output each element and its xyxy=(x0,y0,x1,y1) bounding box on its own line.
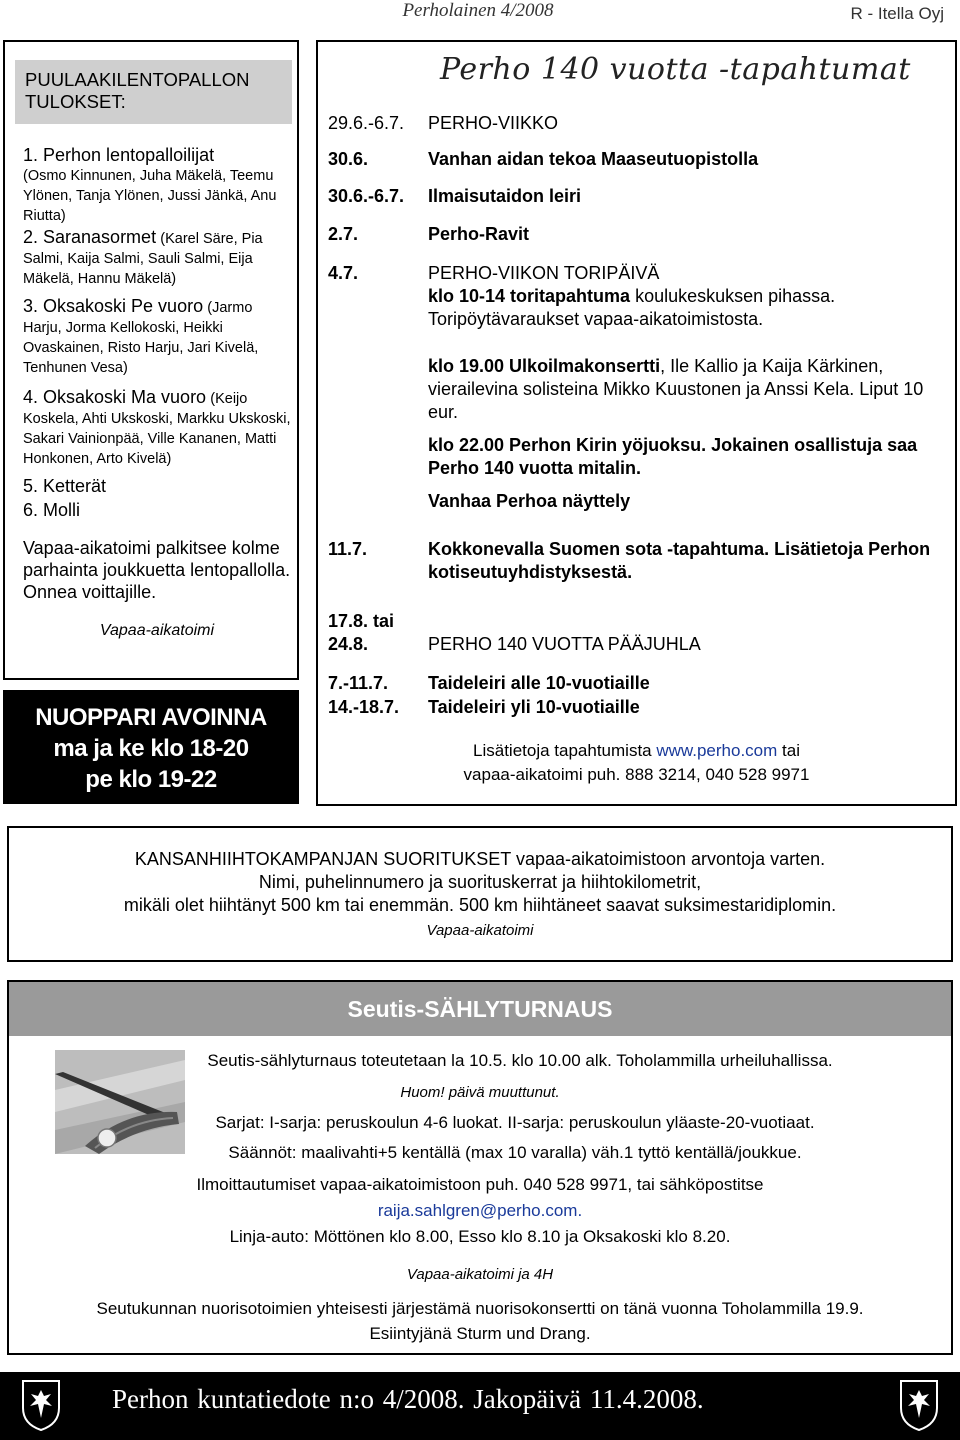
ski-line: Nimi, puhelinnumero ja suorituskerrat ja hiihtokilometrit, xyxy=(258,872,702,892)
event-text: Ilmaisutaidon leiri xyxy=(428,186,582,206)
footer-text: Perhon kuntatiedote n:o 4/2008. Jakopäivä 11.4.2008. xyxy=(112,1384,704,1414)
coat-of-arms-icon xyxy=(898,1378,940,1432)
event-date: 30.6.-6.7. xyxy=(328,186,405,206)
saly-concert: Seutukunnan nuorisotoimien yhteisesti järjestämä nuorisokonsertti on tänä vuonna Toholammilla 19.9. xyxy=(96,1299,864,1318)
events-contact-phone: vapaa-aikatoimi puh. 888 3214, 040 528 9971 xyxy=(463,765,810,784)
event-date: 29.6.-6.7. xyxy=(328,113,405,133)
volleyball-signature: Vapaa-aikatoimi xyxy=(99,622,215,639)
result-item: 2. Saranasormet (Karel Säre, Pia Salmi, Kaija Salmi, Sauli Salmi, Eija Mäkelä, Hannu Mäkelä) xyxy=(23,227,263,287)
event-row xyxy=(328,262,958,542)
saly-bus: Linja-auto: Möttönen klo 8.00, Esso klo 8.10 ja Oksakoski klo 8.20. xyxy=(229,1227,731,1246)
result-item: 5. Ketterät xyxy=(23,476,107,496)
volleyball-note: Vapaa-aikatoimi palkitsee kolme parhainta joukkuetta lentopallolla. Onnea voittajille. xyxy=(23,538,291,602)
event-text: Taideleiri alle 10-vuotiaille xyxy=(428,673,650,693)
event-text: Vanhan aidan tekoa Maaseutuopistolla xyxy=(428,149,759,169)
event-date: 11.7. xyxy=(328,539,368,559)
event-date: 4.7. xyxy=(328,263,359,283)
volleyball-results-list xyxy=(23,144,291,640)
ski-line: mikäli olet hiihtänyt 500 km tai enemmän. 500 km hiihtäneet saavat suksimestaridiplomin. xyxy=(123,895,837,915)
event-date: 17.8. tai 24.8. xyxy=(328,611,395,654)
printer-name: R - Itella Oyj xyxy=(850,4,944,23)
event-text: PERHO-VIIKON TORIPÄIVÄ klo 10-14 toritapahtuma koulukeskuksen pihassa. Toripöytävaraukset vapaa-aikatoimistosta. klo 19.00 Ulkoilmakonsertti, Ile Kallio ja Kaija Kärkinen, vierailevina solisteina Mikko Kuustonen ja Anssi Kela. Liput 10 eur. klo 22.00 Perhon Kirin yöjuoksu. Jokainen osallistuja saa Perho 140 vuotta mitalin. Vanhaa Perhoa näyttely xyxy=(428,263,924,511)
saly-info: Seutis-sählyturnaus toteutetaan la 10.5. klo 10.00 alk. Toholammilla urheiluhallissa. xyxy=(207,1051,833,1070)
nuoppari-hours-1: ma ja ke klo 18-20 xyxy=(53,735,249,762)
ski-campaign-box xyxy=(7,826,953,962)
website-link[interactable]: www.perho.com xyxy=(656,741,778,760)
events-box xyxy=(316,40,957,806)
ski-line: KANSANHIIHTOKAMPANJAN SUORITUKSET vapaa-aikatoimistoon arvontoja varten. xyxy=(134,849,826,869)
events-contact: Lisätietoja tapahtumista www.perho.com tai xyxy=(473,741,800,760)
volleyball-title: PUULAAKILENTOPALLON TULOKSET: xyxy=(15,60,292,124)
volleyball-results-box xyxy=(3,40,299,680)
nuoppari-title: NUOPPARI AVOINNA xyxy=(35,704,267,731)
result-item: 4. Oksakoski Ma vuoro (Keijo Koskela, Ahti Ukskoski, Markku Ukskoski, Sakari Vainionpää, Ville Kananen, Matti Honkonen, Arto Kivelä) xyxy=(23,387,291,467)
saly-concert-performer: Esiintyjänä Sturm und Drang. xyxy=(369,1324,591,1343)
event-text: Taideleiri yli 10-vuotiaille xyxy=(428,697,640,717)
coat-of-arms-icon xyxy=(20,1378,62,1432)
result-item: 1. Perhon lentopalloilijat (Osmo Kinnunen, Juha Mäkelä, Teemu Ylönen, Tanja Ylönen, Jussi Jänkä, Anu Riutta) xyxy=(23,145,277,224)
saly-box xyxy=(7,980,953,1355)
publication-title: Perholainen 4/2008 xyxy=(402,0,554,21)
saly-email-link[interactable]: raija.sahlgren@perho.com. xyxy=(377,1201,583,1220)
nuoppari-hours-2: pe klo 19-22 xyxy=(85,766,217,793)
saly-series: Sarjat: I-sarja: peruskoulun 4-6 luokat. II-sarja: peruskoulun yläaste-20-vuotiaat. xyxy=(215,1113,815,1132)
event-text: PERHO 140 VUOTTA PÄÄJUHLA xyxy=(428,634,701,654)
ski-signature: Vapaa-aikatoimi xyxy=(426,922,534,939)
saly-registration: Ilmoittautumiset vapaa-aikatoimistoon puh. 040 528 9971, tai sähköpostitse xyxy=(196,1175,764,1194)
event-date: 2.7. xyxy=(328,224,359,244)
event-date: 30.6. xyxy=(328,149,369,169)
event-date: 7.-11.7. xyxy=(328,673,389,693)
event-text: Kokkonevalla Suomen sota -tapahtuma. Lisätietoja Perhon kotiseutuyhdistyksestä. xyxy=(428,539,931,582)
event-text: PERHO-VIIKKO xyxy=(428,113,559,133)
event-date: 14.-18.7. xyxy=(328,697,400,717)
result-item: 3. Oksakoski Pe vuoro (Jarmo Harju, Jorma Kellokoski, Heikki Ovaskainen, Risto Harju, Jari Kivelä, Tenhunen Vesa) xyxy=(23,296,259,376)
saly-title: Seutis-SÄHLYTURNAUS xyxy=(9,982,951,1036)
result-item: 6. Molli xyxy=(23,500,81,520)
saly-rules: Säännöt: maalivahti+5 kentällä (max 10 varalla) väh.1 tyttö kentällä/joukkue. xyxy=(228,1143,802,1162)
events-title: Perho 140 vuotta -tapahtumat xyxy=(440,52,911,87)
saly-note: Huom! päivä muuttunut. xyxy=(400,1084,560,1101)
footer-bar xyxy=(0,1372,960,1440)
saly-signature: Vapaa-aikatoimi ja 4H xyxy=(406,1266,554,1283)
event-text: Perho-Ravit xyxy=(428,224,530,244)
nuoppari-box xyxy=(3,690,299,804)
